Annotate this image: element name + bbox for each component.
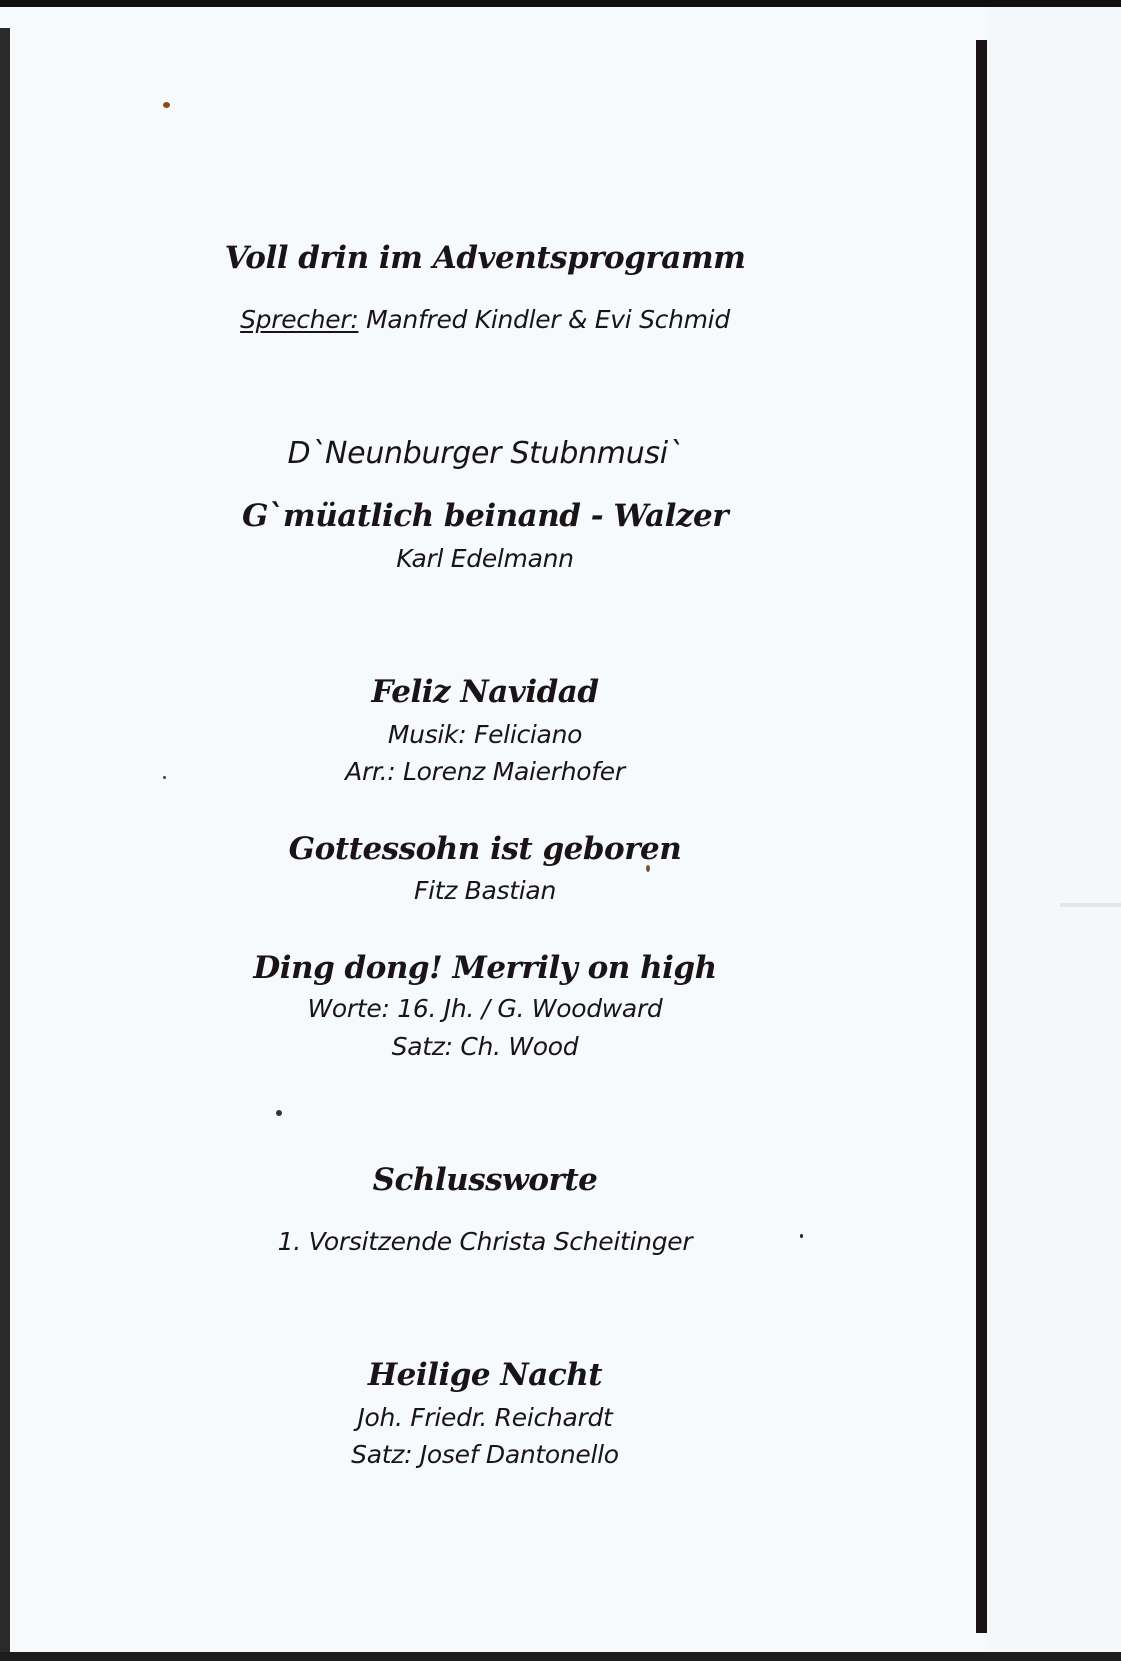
speaker-label: Sprecher: (240, 305, 359, 334)
ink-speck (163, 102, 170, 108)
finale-credit: Joh. Friedr. Reichardt (357, 1403, 613, 1432)
closing-title: Schlussworte (372, 1162, 598, 1198)
page-right-margin (987, 7, 1121, 1652)
scan-top-edge (0, 0, 1121, 7)
piece-credit: Musik: Feliciano (387, 720, 583, 749)
finale-title: Heilige Nacht (367, 1357, 603, 1393)
piece-title: Gottessohn ist geboren (288, 831, 682, 867)
piece-title: Ding dong! Merrily on high (253, 950, 717, 986)
finale-credit: Satz: Josef Dantonello (351, 1440, 619, 1469)
piece-credit: Arr.: Lorenz Maierhofer (345, 757, 625, 786)
intro-title: Voll drin im Adventsprogramm (224, 240, 746, 276)
speaker-names: Manfred Kindler & Evi Schmid (366, 305, 730, 334)
ensemble-name: D`Neunburger Stubnmusi` (287, 436, 683, 471)
intro-speakers (0, 302, 970, 337)
piece-title: Feliz Navidad (371, 674, 599, 710)
piece-credit: Satz: Ch. Wood (391, 1032, 579, 1061)
piece-credit: Worte: 16. Jh. / G. Woodward (307, 994, 663, 1023)
vertical-rule (976, 40, 987, 1633)
scan-bottom-edge (0, 1652, 1121, 1661)
paper-fold-mark (1060, 903, 1121, 907)
piece-credit: Karl Edelmann (396, 544, 574, 573)
piece-credit: Fitz Bastian (413, 876, 556, 905)
piece-title: G`müatlich beinand - Walzer (241, 498, 729, 534)
closing-speaker: 1. Vorsitzende Christa Scheitinger (277, 1227, 693, 1256)
ink-speck (276, 1110, 282, 1116)
